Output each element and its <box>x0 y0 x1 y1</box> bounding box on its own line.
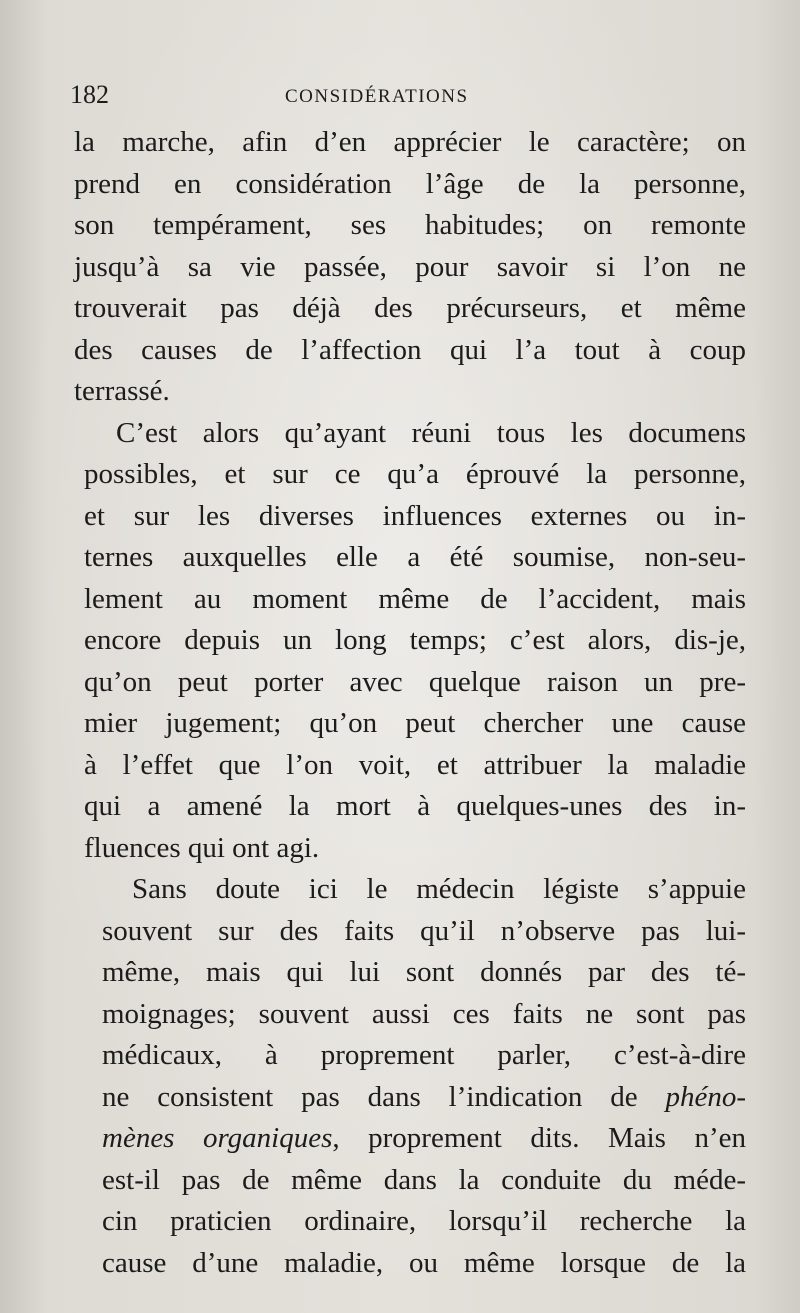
text-line: mier jugement; qu’on peut chercher une cause <box>84 707 746 739</box>
text-line: des causes de l’affection qui l’a tout à coup <box>74 333 746 366</box>
text-line: médicaux, à proprement parler, c’est-à-dire <box>102 1039 746 1071</box>
paragraph-1 <box>74 122 746 413</box>
text-line: trouverait pas déjà des précurseurs, et même <box>74 292 746 324</box>
text-line: son tempérament, ses habitudes; on remonte <box>74 209 746 241</box>
italic-segment: mènes organiques <box>102 1122 333 1154</box>
text-line: même, mais qui lui sont donnés par des té- <box>102 956 746 988</box>
running-head: CONSIDÉRATIONS <box>285 86 469 107</box>
text-line: souvent sur des faits qu’il n’observe pas lui- <box>102 914 746 947</box>
page-number: 182 <box>70 80 109 109</box>
text-line: encore depuis un long temps; c’est alors, dis-je, <box>84 624 746 656</box>
text-line <box>74 1077 746 1119</box>
text-line: qu’on peut porter avec quelque raison un pre- <box>84 665 746 698</box>
text-line: possibles, et sur ce qu’a éprouvé la personne, <box>84 458 746 490</box>
text-segment: , proprement dits. Mais n’en <box>332 1122 746 1154</box>
italic-segment: phéno- <box>665 1080 746 1113</box>
text-line <box>74 1118 746 1160</box>
text-line: à l’effet que l’on voit, et attribuer la maladie <box>84 748 746 781</box>
text-line: C’est alors qu’ayant réuni tous les documens <box>116 416 746 449</box>
text-line: est-il pas de même dans la conduite du méde- <box>102 1163 746 1196</box>
text-line: prend en considération l’âge de la personne, <box>74 167 746 200</box>
text-line: terrassé. <box>74 375 170 407</box>
text-line: qui a amené la mort à quelques-unes des in- <box>84 790 746 822</box>
body-text <box>74 122 746 1284</box>
text-line: moignages; souvent aussi ces faits ne sont pas <box>102 997 746 1030</box>
page-header <box>70 80 720 116</box>
text-line: fluences qui ont agi. <box>84 831 320 864</box>
paragraph-2 <box>74 413 746 870</box>
text-line: cin praticien ordinaire, lorsqu’il recherche la <box>102 1205 746 1237</box>
text-line: la marche, afin d’en apprécier le caractère; on <box>74 126 746 158</box>
text-line: Sans doute ici le médecin légiste s’appuie <box>132 873 746 905</box>
text-line: cause d’une maladie, ou même lorsque de la <box>102 1246 746 1279</box>
text-segment: ne consistent pas dans l’indication de <box>102 1080 666 1113</box>
paragraph-3 <box>74 869 746 1284</box>
text-line: ternes auxquelles elle a été soumise, non-seu- <box>84 541 746 573</box>
text-line: et sur les diverses influences externes ou in- <box>84 499 746 532</box>
text-line: jusqu’à sa vie passée, pour savoir si l’on ne <box>74 250 746 283</box>
text-line: lement au moment même de l’accident, mais <box>84 582 746 615</box>
